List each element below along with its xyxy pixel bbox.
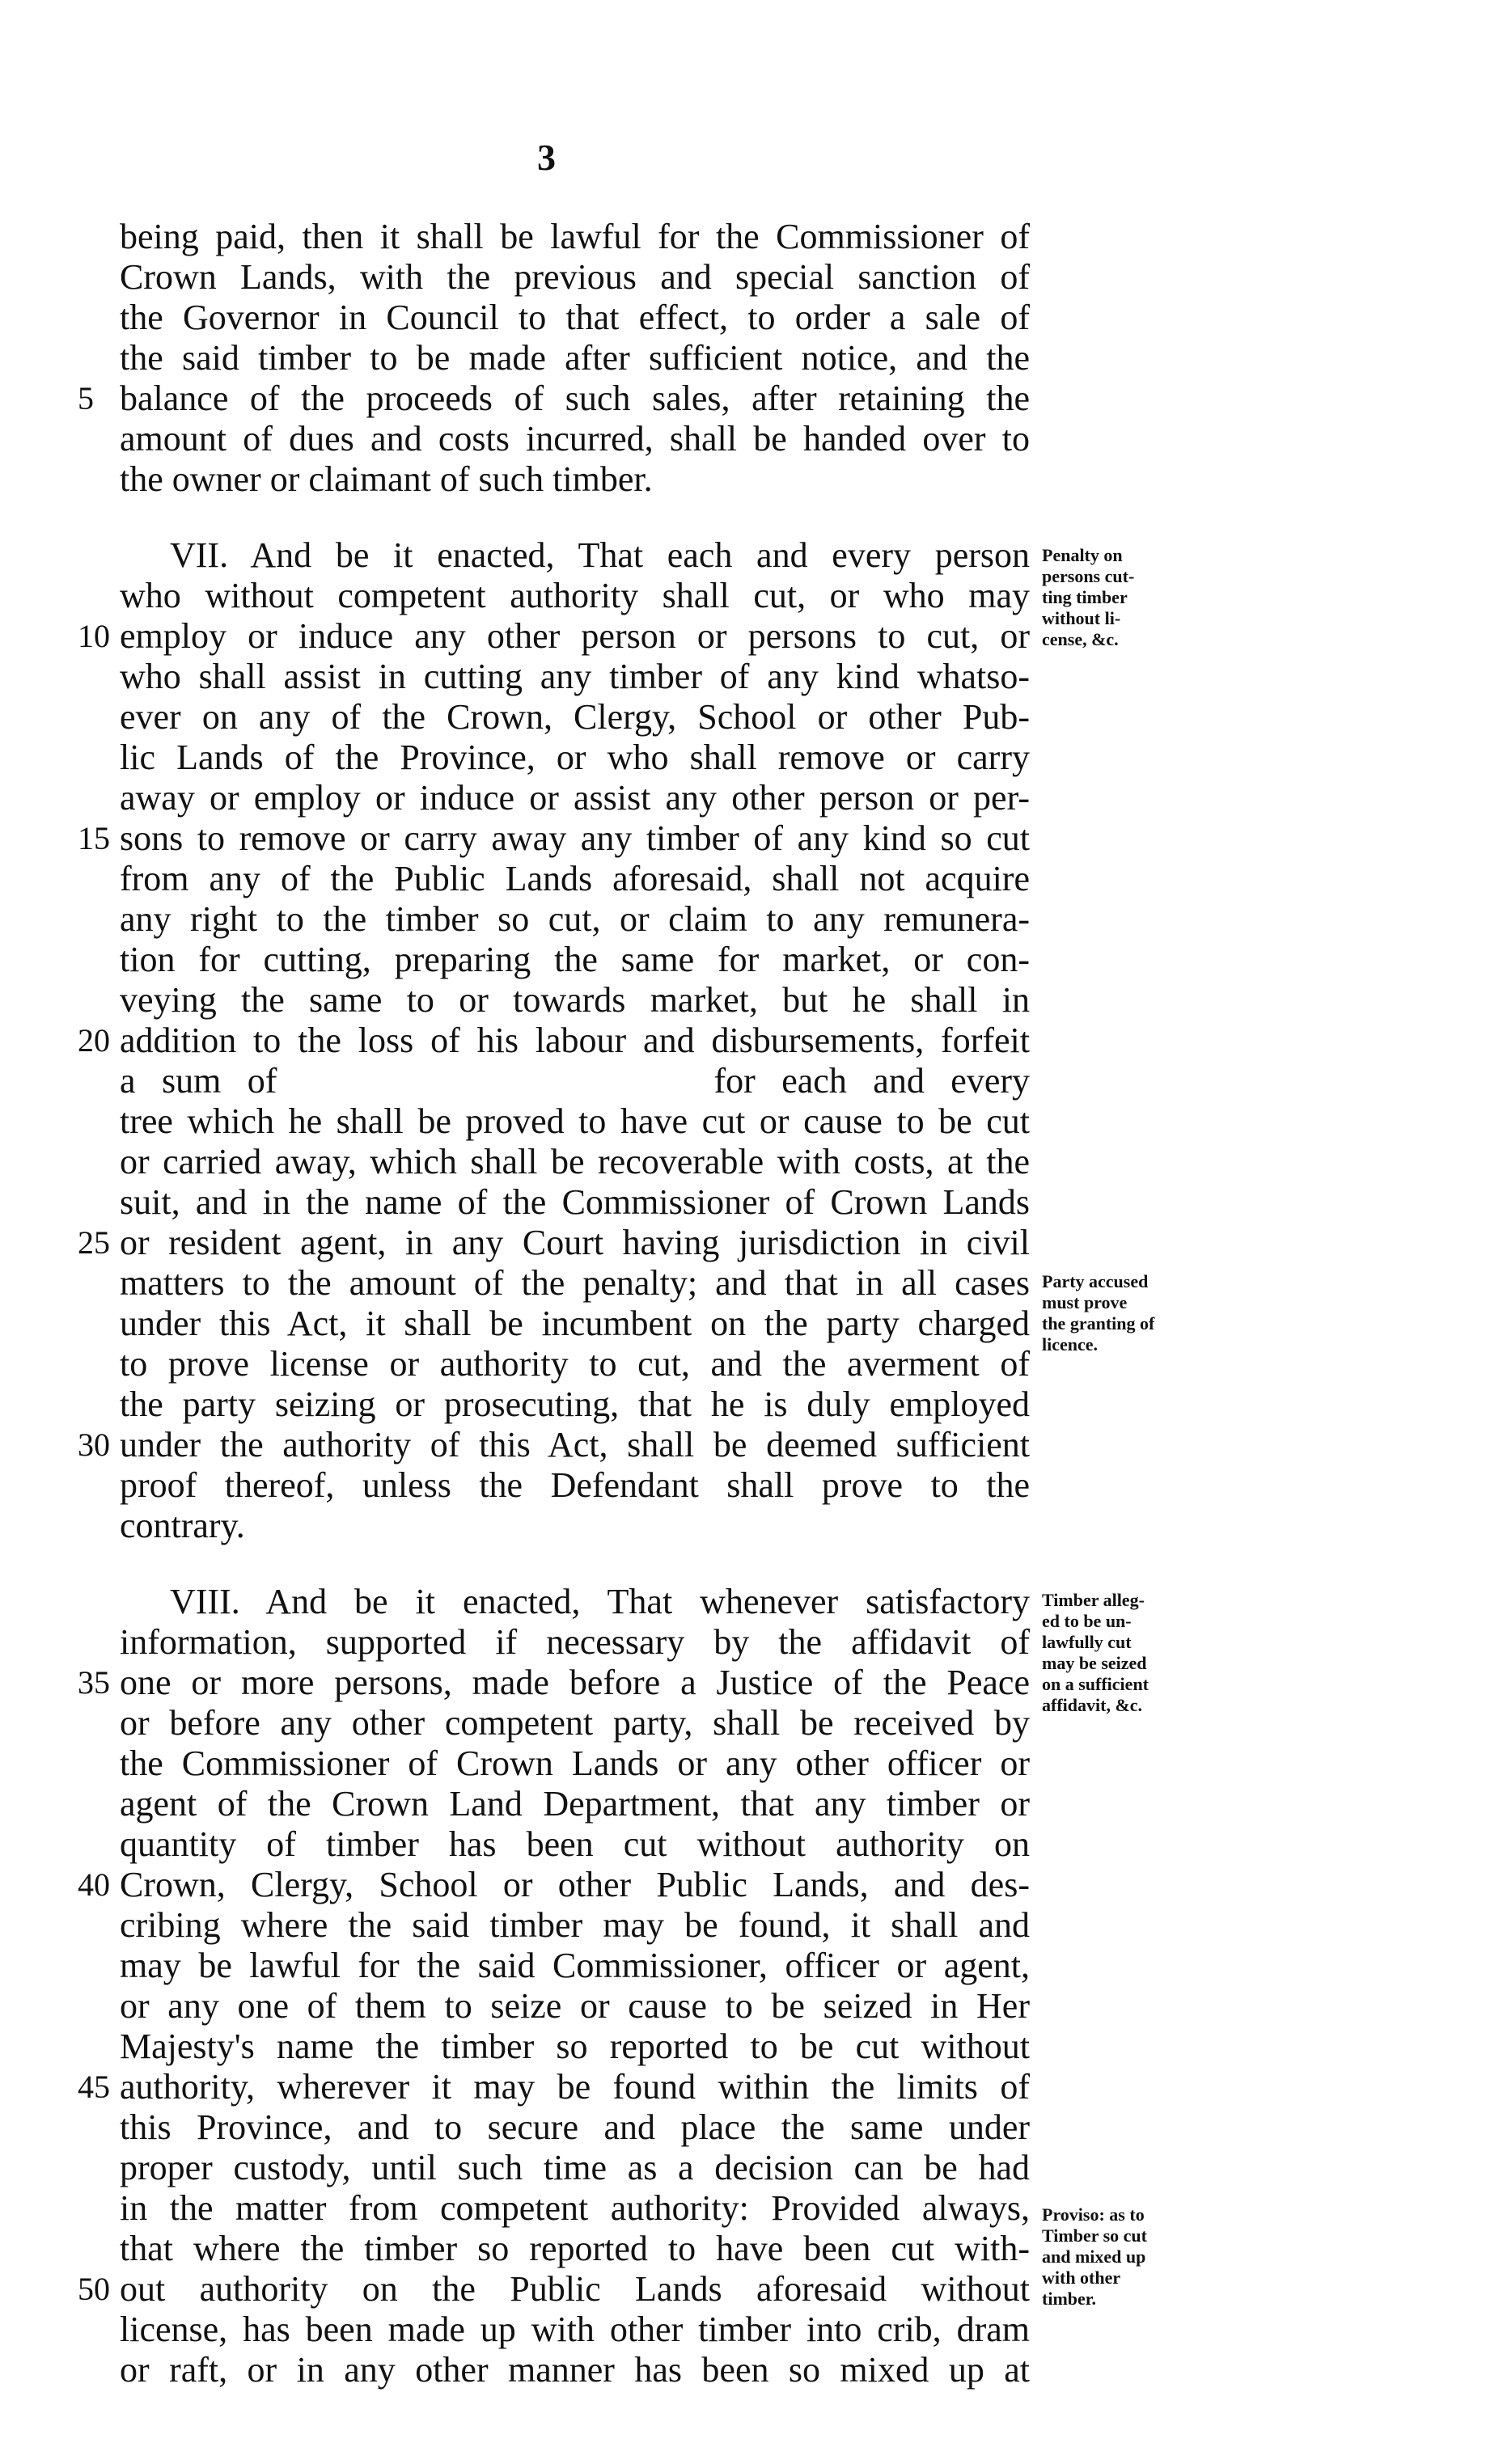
text-line: cribing where the said timber may be found, it shall and xyxy=(120,1905,1030,1945)
text-fragment: a sum of xyxy=(120,1061,277,1101)
text-line: or raft, or in any other manner has been so mixed up at xyxy=(120,2350,1030,2390)
text-line: authority, wherever it may be found within the limits of xyxy=(120,2067,1030,2107)
line-number: 20 xyxy=(78,1022,110,1059)
text-line-with-blank xyxy=(120,1061,1030,1101)
section-heading-line: VIII. And be it enacted, That whenever satisfactory xyxy=(170,1582,1030,1621)
margin-note-line: Timber so cut xyxy=(1042,2225,1147,2246)
margin-note-line: Timber alleg- xyxy=(1042,1590,1145,1610)
text-line: veying the same to or towards market, but he shall in xyxy=(120,980,1030,1020)
text-line: information, supported if necessary by the affidavit of xyxy=(120,1622,1030,1662)
text-line: the said timber to be made after sufficient notice, and the xyxy=(120,338,1030,378)
margin-note-line: the granting of xyxy=(1042,1313,1155,1333)
line-number: 5 xyxy=(78,380,94,416)
text-line: Crown, Clergy, School or other Public Lands, and des- xyxy=(120,1865,1030,1904)
margin-note-line: without li- xyxy=(1042,608,1121,628)
text-line: away or employ or induce or assist any other person or per- xyxy=(120,778,1030,818)
text-line: from any of the Public Lands aforesaid, shall not acquire xyxy=(120,859,1030,898)
text-line: or any one of them to seize or cause to be seized in Her xyxy=(120,1986,1030,2026)
margin-note-line: affidavit, &c. xyxy=(1042,1695,1143,1715)
line-number: 45 xyxy=(78,2069,110,2105)
line-number: 50 xyxy=(78,2271,110,2307)
line-number: 40 xyxy=(78,1866,110,1903)
text-line: Crown Lands, with the previous and special sanction of xyxy=(120,257,1030,297)
margin-note-line: ting timber xyxy=(1042,587,1128,607)
text-line: or before any other competent party, shall be received by xyxy=(120,1703,1030,1743)
margin-note-line: and mixed up xyxy=(1042,2246,1146,2267)
text-line: out authority on the Public Lands aforesaid without xyxy=(120,2269,1030,2309)
text-line: suit, and in the name of the Commissioner of Crown Lands xyxy=(120,1182,1030,1222)
margin-note-line: licence. xyxy=(1042,1334,1099,1355)
margin-note-line: lawfully cut xyxy=(1042,1632,1132,1652)
margin-note-line: Proviso: as to xyxy=(1042,2204,1145,2225)
text-line: quantity of timber has been cut without authority on xyxy=(120,1824,1030,1864)
text-line: contrary. xyxy=(120,1506,245,1545)
margin-note-line: Penalty on xyxy=(1042,545,1123,565)
text-line: the party seizing or prosecuting, that he is duly employed xyxy=(120,1384,1030,1424)
text-fragment: for each and every xyxy=(713,1061,1030,1101)
text-line: amount of dues and costs incurred, shall be handed over to xyxy=(120,419,1030,459)
text-line: this Province, and to secure and place the same under xyxy=(120,2107,1030,2147)
text-line: to prove license or authority to cut, and the averment of xyxy=(120,1344,1030,1384)
margin-note-penalty xyxy=(1042,545,1134,650)
text-line: agent of the Crown Land Department, that any timber or xyxy=(120,1784,1030,1824)
section-heading-line: VII. And be it enacted, That each and every person xyxy=(170,535,1030,575)
text-line: that where the timber so reported to have been cut with- xyxy=(120,2229,1030,2268)
text-line: who without competent authority shall cut, or who may xyxy=(120,576,1030,615)
text-line: proof thereof, unless the Defendant shall prove to the xyxy=(120,1465,1030,1505)
margin-note-timber-seized xyxy=(1042,1590,1149,1716)
margin-note-line: timber. xyxy=(1042,2289,1097,2309)
text-line: proper custody, until such time as a decision can be had xyxy=(120,2148,1030,2187)
text-line: tree which he shall be proved to have cut or cause to be cut xyxy=(120,1101,1030,1141)
text-line: in the matter from competent authority: Provided always, xyxy=(120,2188,1030,2228)
margin-note-line: with other xyxy=(1042,2267,1121,2288)
text-line: license, has been made up with other timber into crib, dram xyxy=(120,2310,1030,2349)
text-line: the Commissioner of Crown Lands or any other officer or xyxy=(120,1743,1030,1783)
text-line: one or more persons, made before a Justice of the Peace xyxy=(120,1663,1030,1702)
line-number: 15 xyxy=(78,820,110,856)
text-line: employ or induce any other person or persons to cut, or xyxy=(120,616,1030,656)
line-number: 10 xyxy=(78,618,110,654)
text-line: Majesty's name the timber so reported to be cut without xyxy=(120,2027,1030,2066)
text-line: ever on any of the Crown, Clergy, School or other Pub- xyxy=(120,697,1030,737)
margin-note-line: cense, &c. xyxy=(1042,629,1119,649)
text-line: who shall assist in cutting any timber of any kind whatso- xyxy=(120,657,1030,696)
line-number: 30 xyxy=(78,1426,110,1463)
margin-note-line: persons cut- xyxy=(1042,566,1135,586)
text-line: the Governor in Council to that effect, to order a sale of xyxy=(120,298,1030,337)
margin-note-line: Party accused xyxy=(1042,1271,1149,1291)
margin-note-party-accused xyxy=(1042,1271,1154,1355)
text-line: any right to the timber so cut, or claim to any remunera- xyxy=(120,899,1030,939)
text-line: being paid, then it shall be lawful for the Commissioner of xyxy=(120,217,1030,256)
text-line: balance of the proceeds of such sales, after retaining the xyxy=(120,378,1030,418)
text-line: may be lawful for the said Commissioner, officer or agent, xyxy=(120,1946,1030,1985)
text-line: or resident agent, in any Court having jurisdiction in civil xyxy=(120,1223,1030,1262)
text-line: under this Act, it shall be incumbent on the party charged xyxy=(120,1304,1030,1343)
text-line: addition to the loss of his labour and disbursements, forfeit xyxy=(120,1021,1030,1060)
margin-note-line: ed to be un- xyxy=(1042,1611,1132,1631)
page-number: 3 xyxy=(537,137,556,178)
text-line: sons to remove or carry away any timber of any kind so cut xyxy=(120,818,1030,858)
margin-note-line: must prove xyxy=(1042,1292,1128,1312)
margin-note-line: may be seized xyxy=(1042,1653,1147,1673)
text-line: lic Lands of the Province, or who shall remove or carry xyxy=(120,738,1030,777)
text-line: tion for cutting, preparing the same for market, or con- xyxy=(120,940,1030,979)
text-line: the owner or claimant of such timber. xyxy=(120,459,653,499)
text-line: or carried away, which shall be recoverable with costs, at the xyxy=(120,1142,1030,1181)
line-number: 25 xyxy=(78,1224,110,1261)
margin-note-line: on a sufficient xyxy=(1042,1674,1149,1694)
text-line: under the authority of this Act, shall be deemed sufficient xyxy=(120,1425,1030,1464)
margin-note-proviso xyxy=(1042,2204,1147,2310)
text-line: matters to the amount of the penalty; and that in all cases xyxy=(120,1263,1030,1303)
line-number: 35 xyxy=(78,1664,110,1701)
